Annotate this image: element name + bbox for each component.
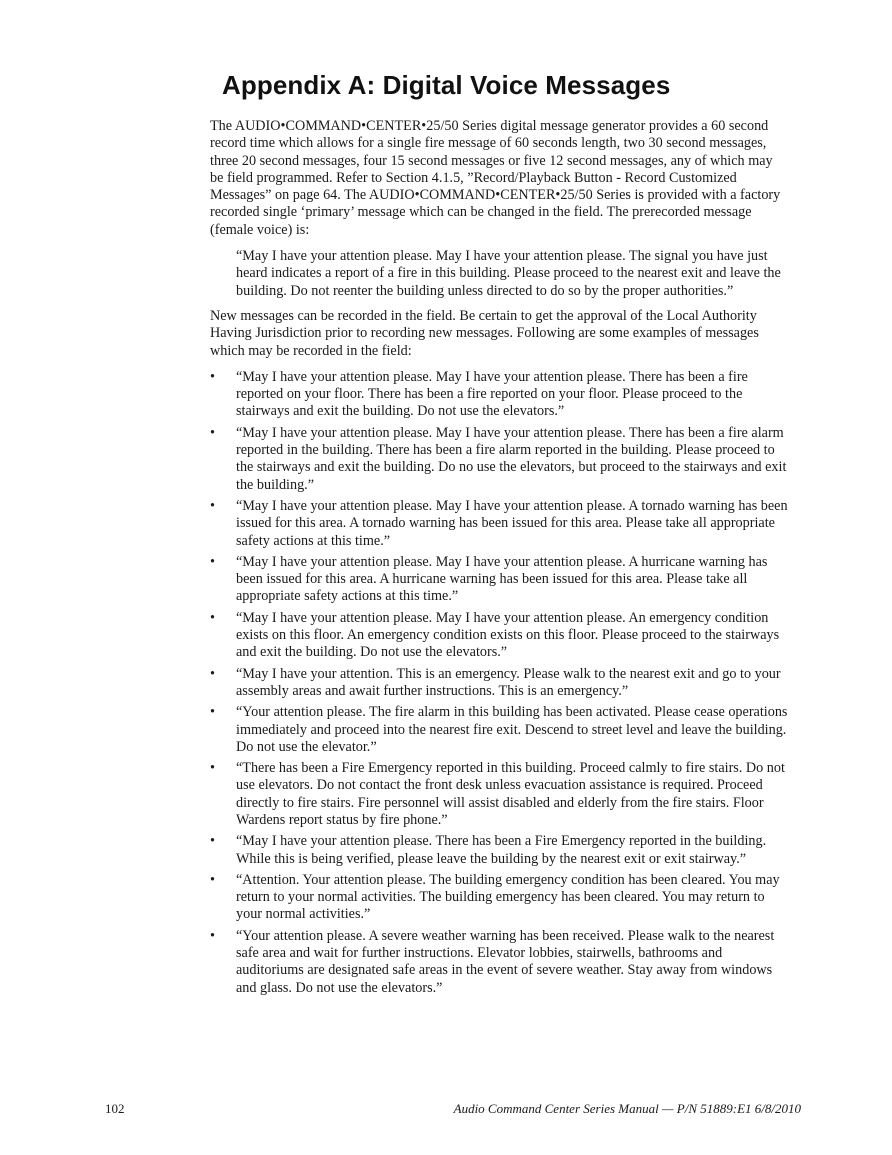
list-item-text: “There has been a Fire Emergency reported in this building. Proceed calmly to fire stairs. Do not use elevators. Do not contact the front desk unless evacuation assistance is required. Proceed directly to fire stairs. Fire personnel will assist disabled and elderly from the fire stairs. Floor Wardens report status by fire phone.”	[236, 760, 785, 828]
footer-document-info: Audio Command Center Series Manual — P/N 51889:E1 6/8/2010	[453, 1101, 801, 1116]
bullet-icon: •	[210, 497, 215, 514]
bullet-icon: •	[210, 609, 215, 626]
list-item	[210, 554, 788, 606]
page-number: 102	[105, 1101, 125, 1116]
list-item-text: “Your attention please. A severe weather warning has been received. Please walk to the nearest safe area and wait for further instructions. Elevator lobbies, stairwells, bathrooms and auditoriums are designated safe areas in the event of severe weather. Stay away from windows and glass. Do not use the elevators.”	[236, 927, 775, 996]
list-item-text: “May I have your attention please. May I have your attention please. There has been a fire alarm reported in the building. There has been a fire alarm reported in the building. Please proceed to the stairways and exit the building. Do no use the elevators, but proceed to the stairways and exit the building.”	[236, 424, 787, 493]
intro-paragraph: The AUDIO•COMMAND•CENTER•25/50 Series digital message generator provides a 60 second record time which allows for a single fire message of 60 seconds length, two 30 second messages, three 20 second messages, four 15 second messages or five 12 second messages, any of which may be field programmed. Refer to Section 4.1.5, ”Record/Playback Button - Record Customized Messages” on page 64. The AUDIO•COMMAND•CENTER•25/50 Series is provided with a factory recorded single ‘primary’ message which can be changed in the field. The prerecorded message (female voice) is:	[210, 118, 781, 238]
bullet-icon: •	[210, 665, 215, 682]
list-item-text: “Your attention please. The fire alarm in this building has been activated. Please cease operations immediately and proceed into the nearest fire exit. Descend to street level and leave the building. Do not use the elevator.”	[236, 704, 788, 755]
bullet-icon: •	[210, 704, 215, 721]
list-item	[210, 369, 788, 421]
bullet-icon: •	[210, 553, 215, 570]
list-item-text: “May I have your attention please. May I have your attention please. A tornado warning has been issued for this area. A tornado warning has been issued for this area. Please take all appropriate safety actions at this time.”	[236, 497, 788, 549]
list-item-text: “May I have your attention please. May I have your attention please. There has been a fire reported on your floor. There has been a fire reported on your floor. Please proceed to the stairways and exit the building. Do not use the elevators.”	[236, 368, 748, 420]
list-item	[210, 425, 788, 494]
list-item	[210, 704, 788, 756]
bullet-icon: •	[210, 760, 215, 777]
primary-message-quote: “May I have your attention please. May I have your attention please. The signal you have just heard indicates a report of a fire in this building. Please proceed to the nearest exit and leave the building. Do not reenter the building unless directed to do so by the proper authorities.”	[236, 248, 781, 299]
bullet-icon: •	[210, 871, 215, 888]
page-title: Appendix A: Digital Voice Messages	[222, 70, 671, 100]
examples-lead-paragraph: New messages can be recorded in the field. Be certain to get the approval of the Local Authority Having Jurisdiction prior to recording new messages. Following are some examples of messages which may be recorded in the field:	[210, 307, 759, 359]
list-item	[210, 872, 788, 924]
bullet-icon: •	[210, 424, 215, 441]
list-item-text: “May I have your attention please. May I have your attention please. A hurricane warning has been issued for this area. A hurricane warning has been issued for this area. Please take all appropriate safety actions at this time.”	[236, 553, 768, 605]
list-item-text: “Attention. Your attention please. The building emergency condition has been cleared. You may return to your normal activities. The building emergency has been cleared. You may return to your normal activities.”	[236, 871, 780, 923]
example-messages-list	[210, 369, 788, 997]
list-item-text: “May I have your attention please. May I have your attention please. An emergency condition exists on this floor. An emergency condition exists on this floor. Please proceed to the stairways and exit the building. Do not use the elevators.”	[236, 609, 780, 661]
list-item-text: “May I have your attention. This is an emergency. Please walk to the nearest exit and go to your assembly areas and await further instructions. This is an emergency.”	[236, 665, 781, 699]
list-item	[210, 610, 788, 662]
list-item	[210, 498, 788, 550]
bullet-icon: •	[210, 927, 215, 944]
list-item	[210, 833, 788, 868]
list-item	[210, 928, 788, 997]
list-item	[210, 760, 788, 829]
page-body	[210, 118, 788, 1001]
bullet-icon: •	[210, 368, 215, 385]
bullet-icon: •	[210, 833, 215, 850]
list-item	[210, 666, 788, 701]
list-item-text: “May I have your attention please. There has been a Fire Emergency reported in the building. While this is being verified, please leave the building by the nearest exit or exit stairway.”	[236, 833, 767, 867]
